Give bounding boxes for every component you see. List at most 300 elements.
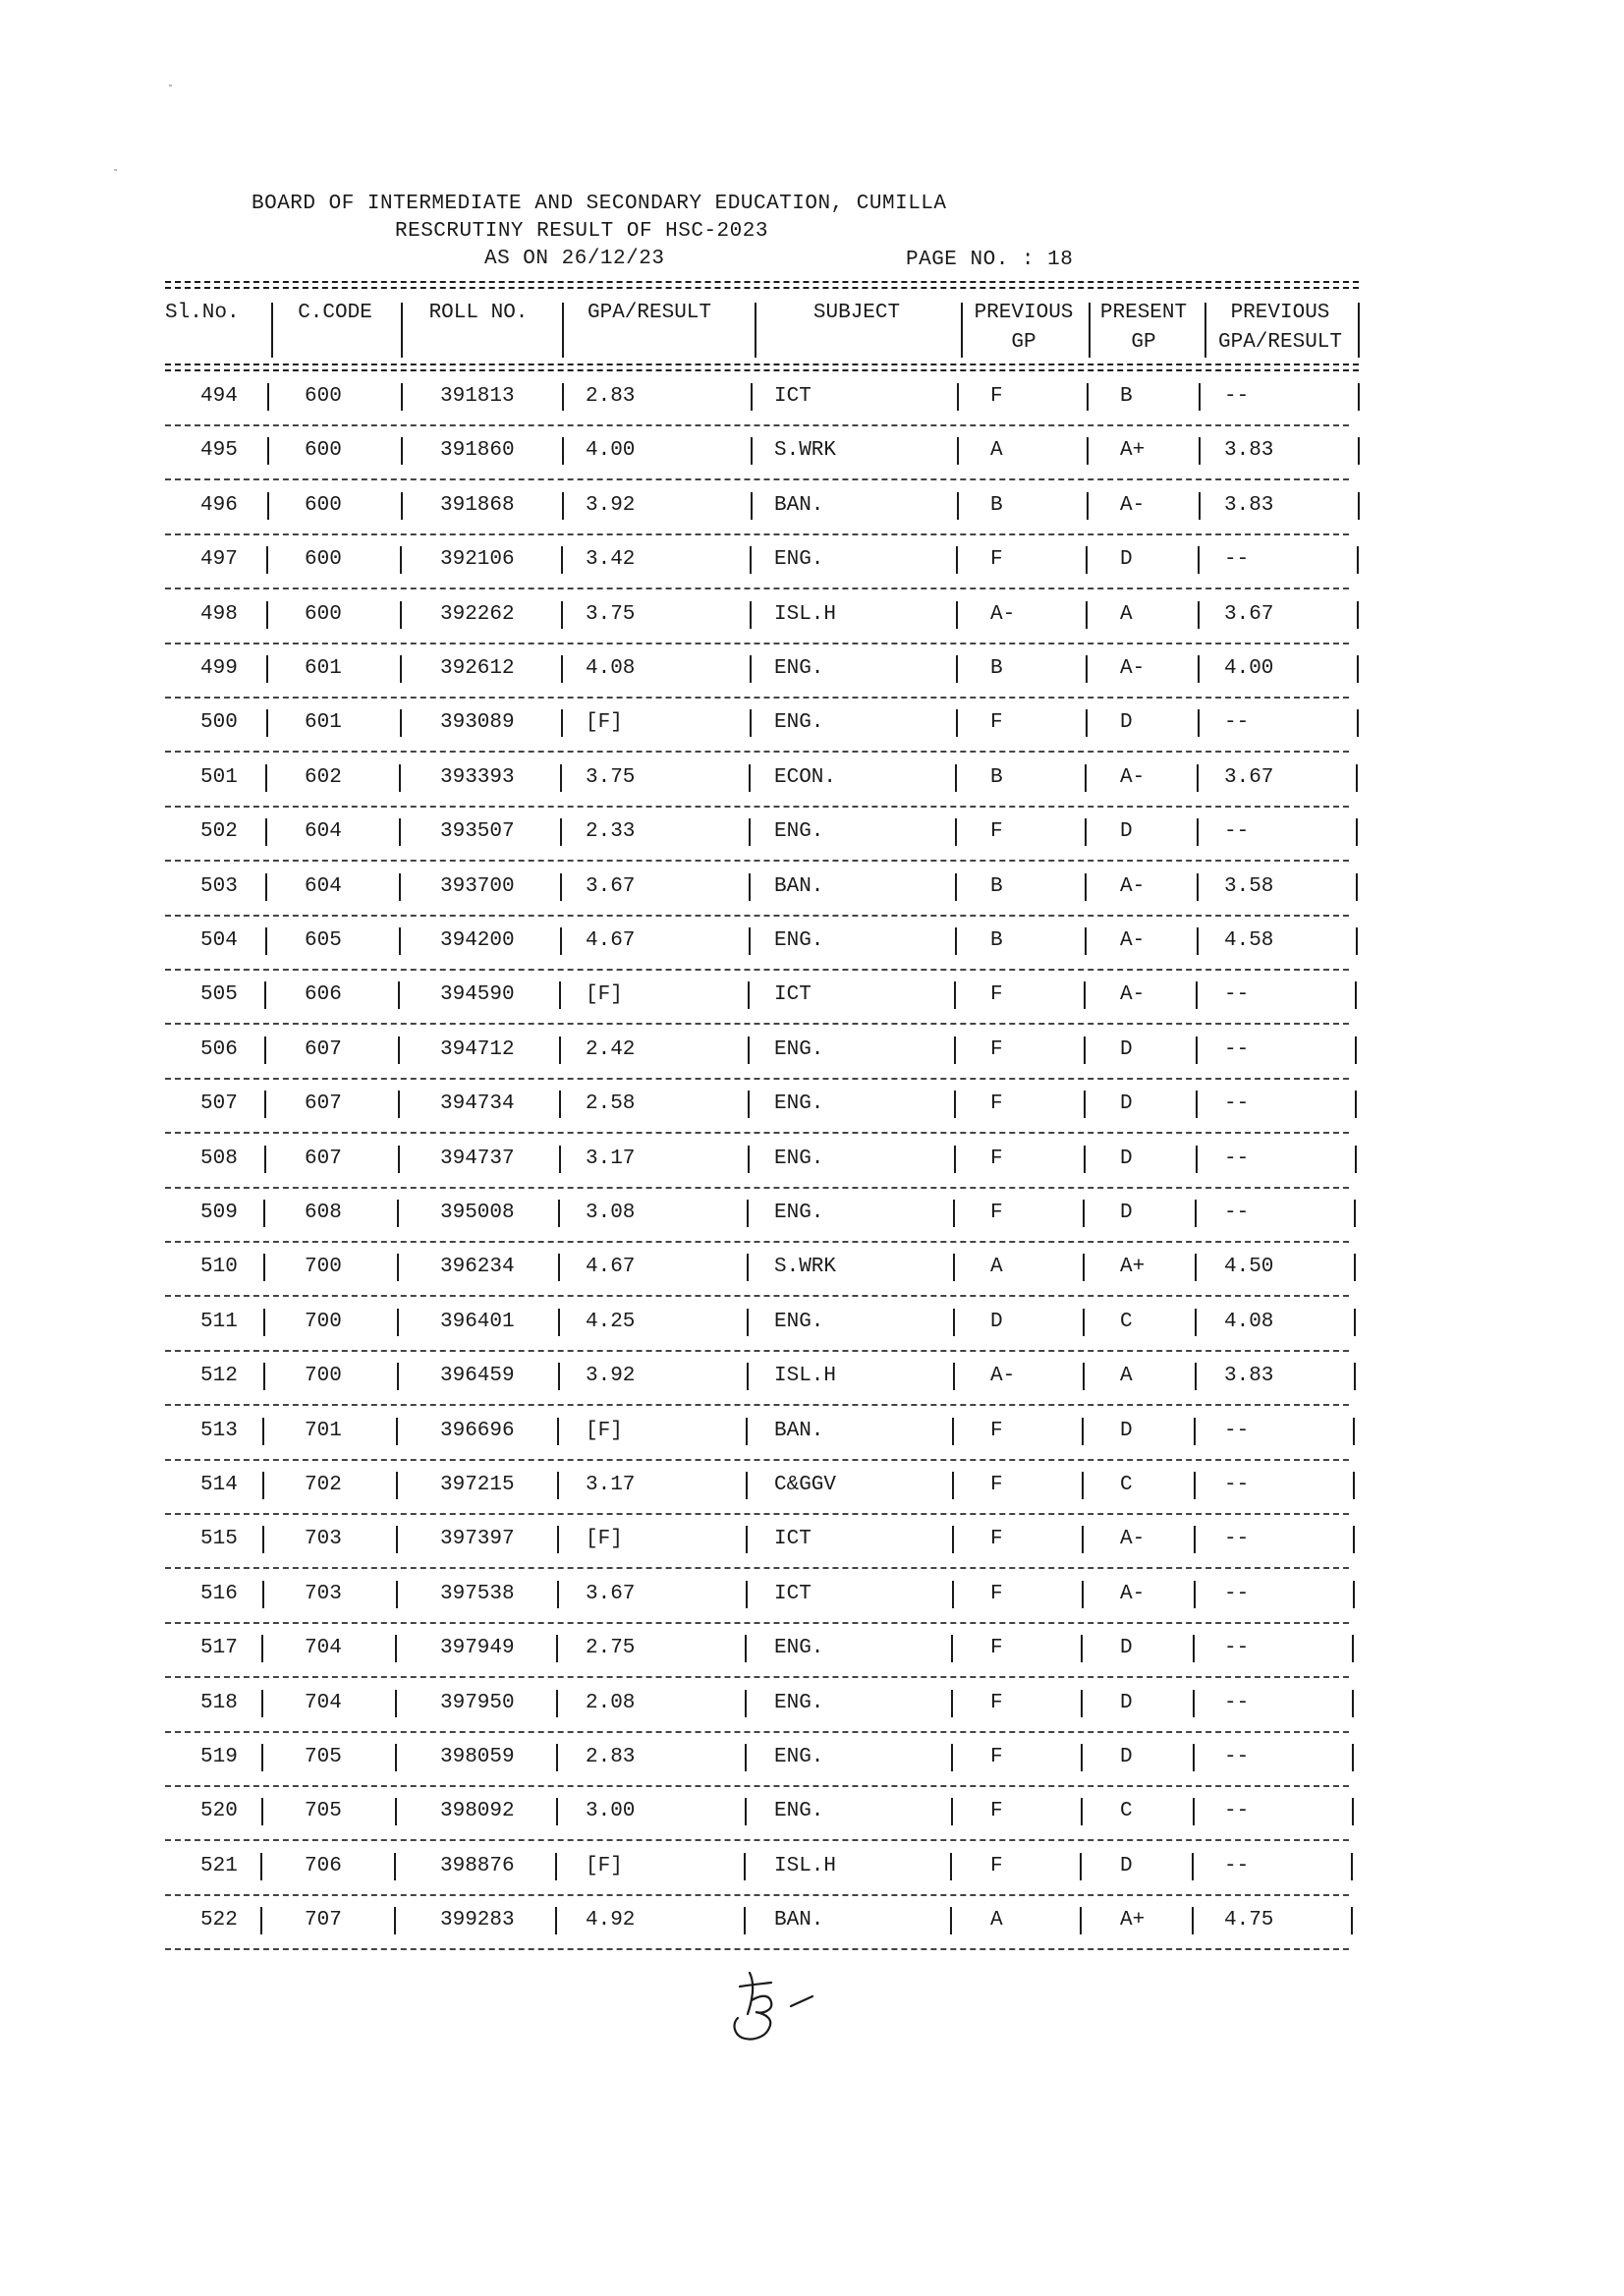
row-divider — [399, 818, 401, 846]
row-divider — [745, 1635, 747, 1662]
row-sl: 509 — [200, 1202, 238, 1224]
table-row — [165, 484, 1364, 538]
col-ccode: C.CODE — [298, 302, 372, 324]
table-row — [165, 1410, 1364, 1464]
row-sl: 504 — [200, 929, 238, 952]
row-divider — [1351, 1853, 1353, 1880]
row-present-gp: A- — [1120, 765, 1146, 789]
row-divider — [261, 1744, 263, 1771]
table-row — [165, 920, 1364, 974]
row-gpa-result: [F] — [586, 983, 623, 1007]
row-divider — [1193, 1690, 1195, 1717]
row-divider — [1196, 1146, 1198, 1173]
row-ccode: 707 — [305, 1909, 342, 1932]
row-divider — [746, 1581, 748, 1608]
row-divider — [1352, 1744, 1354, 1771]
col-previous-gpa-line2: GPA/RESULT — [1217, 331, 1343, 354]
row-divider — [395, 1690, 397, 1717]
row-gpa-result: 3.92 — [586, 493, 636, 517]
as-on-date: AS ON 26/12/23 — [484, 248, 665, 270]
row-divider — [562, 383, 564, 411]
col-previous-gp-line2: GP — [1011, 331, 1036, 354]
row-separator — [165, 697, 1349, 699]
table-row — [165, 1627, 1364, 1681]
row-gpa-result: [F] — [586, 1854, 623, 1877]
row-divider — [1081, 1690, 1083, 1717]
row-divider — [1358, 492, 1360, 520]
row-divider — [1355, 1091, 1357, 1118]
row-divider — [751, 492, 753, 520]
row-separator — [165, 1459, 1349, 1461]
row-gpa-result: 4.67 — [586, 929, 636, 952]
row-previous-gp: D — [990, 1310, 1003, 1333]
row-sl: 498 — [200, 602, 238, 626]
board-name: BOARD OF INTERMEDIATE AND SECONDARY EDUCATION, CUMILLA — [252, 193, 947, 215]
row-previous-gpa: -- — [1224, 1637, 1250, 1660]
row-divider — [749, 818, 751, 846]
row-previous-gp: F — [990, 820, 1003, 844]
row-gpa-result: 3.92 — [586, 1365, 636, 1388]
row-sl: 506 — [200, 1037, 238, 1061]
row-previous-gp: F — [990, 711, 1003, 735]
row-present-gp: A- — [1120, 493, 1146, 517]
table-row — [165, 866, 1364, 920]
row-subject: ENG. — [774, 1037, 824, 1061]
row-divider — [950, 1853, 952, 1880]
row-divider — [557, 1418, 559, 1445]
row-divider — [1352, 1635, 1354, 1662]
row-roll-no: 393393 — [440, 765, 515, 789]
row-gpa-result: 2.33 — [586, 820, 636, 844]
row-divider — [261, 1690, 263, 1717]
row-divider — [558, 1309, 560, 1336]
row-roll-no: 392106 — [440, 548, 515, 572]
row-divider — [954, 1146, 956, 1173]
row-sl: 521 — [200, 1854, 238, 1877]
row-present-gp: C — [1120, 1474, 1133, 1496]
row-divider — [750, 546, 752, 574]
row-divider — [397, 1200, 399, 1227]
row-present-gp: D — [1120, 1037, 1133, 1061]
row-gpa-result: 3.17 — [586, 1474, 636, 1496]
row-sl: 508 — [200, 1147, 238, 1170]
row-divider — [1080, 1907, 1082, 1934]
row-sl: 520 — [200, 1800, 238, 1823]
row-divider — [1356, 818, 1358, 846]
row-divider — [1084, 981, 1086, 1009]
row-separator — [165, 1187, 1349, 1189]
row-divider — [1355, 981, 1357, 1009]
row-previous-gp: A — [990, 1909, 1003, 1932]
row-previous-gp: F — [990, 1202, 1003, 1224]
row-divider — [1357, 709, 1359, 737]
row-subject: ENG. — [774, 1800, 824, 1823]
row-previous-gp: B — [990, 874, 1003, 898]
row-sl: 514 — [200, 1474, 238, 1496]
table-row — [165, 1899, 1364, 1953]
row-present-gp: A- — [1120, 1582, 1146, 1605]
row-subject: S.WRK — [774, 439, 837, 463]
row-divider — [395, 1744, 397, 1771]
row-divider — [562, 437, 564, 465]
row-previous-gp: F — [990, 1582, 1003, 1605]
row-ccode: 608 — [305, 1202, 342, 1224]
row-previous-gpa: -- — [1224, 1202, 1250, 1224]
row-separator — [165, 1622, 1349, 1624]
row-divider — [556, 1798, 558, 1825]
row-present-gp: D — [1120, 1691, 1133, 1714]
row-divider — [267, 383, 269, 411]
row-divider — [1083, 1254, 1085, 1281]
row-divider — [746, 1526, 748, 1553]
row-divider — [1355, 1146, 1357, 1173]
row-roll-no: 397950 — [440, 1691, 515, 1714]
row-divider — [1199, 492, 1201, 520]
row-present-gp: A- — [1120, 983, 1146, 1007]
row-gpa-result: 3.75 — [586, 602, 636, 626]
row-divider — [1194, 1418, 1196, 1445]
row-divider — [957, 383, 959, 411]
row-divider — [953, 1254, 955, 1281]
table-row — [165, 1355, 1364, 1409]
row-divider — [559, 981, 561, 1009]
row-divider — [395, 1798, 397, 1825]
row-divider — [1084, 1146, 1086, 1173]
table-row — [165, 974, 1364, 1028]
row-present-gp: D — [1120, 548, 1133, 572]
row-present-gp: B — [1120, 385, 1133, 408]
row-divider — [561, 601, 563, 629]
table-row — [165, 429, 1364, 483]
row-divider — [560, 818, 562, 846]
row-divider — [1196, 1091, 1198, 1118]
row-roll-no: 397949 — [440, 1637, 515, 1660]
row-subject: ICT — [774, 1528, 812, 1551]
row-roll-no: 398092 — [440, 1800, 515, 1823]
row-previous-gpa: -- — [1224, 1474, 1250, 1496]
row-divider — [954, 1036, 956, 1064]
row-present-gp: A- — [1120, 929, 1146, 952]
row-divider — [1354, 1254, 1356, 1281]
row-divider — [951, 1635, 953, 1662]
row-divider — [556, 1635, 558, 1662]
row-divider — [1084, 1091, 1086, 1118]
row-divider — [401, 492, 403, 520]
row-divider — [396, 1472, 398, 1499]
row-previous-gpa: 3.58 — [1224, 874, 1274, 898]
row-sl: 510 — [200, 1256, 238, 1279]
row-divider — [266, 546, 268, 574]
row-ccode: 601 — [305, 657, 342, 680]
row-present-gp: D — [1120, 1092, 1133, 1116]
row-previous-gpa: 4.50 — [1224, 1256, 1274, 1279]
row-divider — [266, 601, 268, 629]
row-divider — [747, 1363, 749, 1390]
row-previous-gp: A- — [990, 1365, 1016, 1388]
table-row — [165, 1573, 1364, 1627]
row-divider — [556, 1690, 558, 1717]
row-subject: BAN. — [774, 493, 824, 517]
row-divider — [1357, 601, 1359, 629]
row-separator — [165, 1078, 1349, 1080]
row-roll-no: 392612 — [440, 657, 515, 680]
row-present-gp: A+ — [1120, 439, 1146, 463]
row-previous-gpa: -- — [1224, 1147, 1250, 1170]
result-title: RESCRUTINY RESULT OF HSC-2023 — [395, 220, 768, 243]
row-gpa-result: 4.00 — [586, 439, 636, 463]
row-divider — [397, 1363, 399, 1390]
row-divider — [744, 1853, 746, 1880]
row-roll-no: 391860 — [440, 439, 515, 463]
row-divider — [399, 873, 401, 901]
col-subject: SUBJECT — [812, 302, 901, 324]
row-sl: 500 — [200, 711, 238, 735]
row-gpa-result: [F] — [586, 711, 623, 735]
row-divider — [557, 1472, 559, 1499]
row-previous-gpa: -- — [1224, 385, 1250, 408]
row-ccode: 600 — [305, 439, 342, 463]
row-sl: 517 — [200, 1637, 238, 1660]
row-divider — [1085, 764, 1087, 792]
row-previous-gp: F — [990, 1691, 1003, 1714]
row-divider — [1356, 764, 1358, 792]
row-gpa-result: 3.67 — [586, 874, 636, 898]
row-roll-no: 395008 — [440, 1202, 515, 1224]
row-roll-no: 394590 — [440, 983, 515, 1007]
row-divider — [398, 1091, 400, 1118]
row-divider — [1353, 1418, 1355, 1445]
col-roll: ROLL NO. — [428, 302, 529, 324]
row-divider — [951, 1798, 953, 1825]
row-present-gp: D — [1120, 1854, 1133, 1877]
row-divider — [560, 873, 562, 901]
row-divider — [750, 709, 752, 737]
row-divider — [1199, 383, 1201, 411]
row-separator — [165, 1948, 1349, 1950]
col-divider — [1358, 303, 1360, 358]
row-previous-gpa: 3.67 — [1224, 602, 1274, 626]
row-previous-gp: F — [990, 1746, 1003, 1768]
row-divider — [746, 1472, 748, 1499]
row-subject: S.WRK — [774, 1256, 837, 1279]
col-previous-gp — [963, 299, 1085, 362]
row-roll-no: 394737 — [440, 1147, 515, 1170]
row-previous-gp: B — [990, 929, 1003, 952]
row-gpa-result: [F] — [586, 1528, 623, 1551]
row-divider — [401, 437, 403, 465]
col-previous-gpa-line1: PREVIOUS — [1230, 302, 1330, 324]
col-divider — [562, 303, 564, 358]
row-divider — [1193, 1635, 1195, 1662]
row-divider — [558, 1363, 560, 1390]
row-subject: ENG. — [774, 1691, 824, 1714]
row-divider — [394, 1853, 396, 1880]
row-divider — [952, 1472, 954, 1499]
row-previous-gpa: -- — [1224, 1746, 1250, 1768]
row-divider — [954, 981, 956, 1009]
row-divider — [749, 873, 751, 901]
row-roll-no: 392262 — [440, 602, 515, 626]
row-roll-no: 394734 — [440, 1092, 515, 1116]
row-divider — [1192, 1853, 1194, 1880]
row-divider — [1083, 1200, 1085, 1227]
row-previous-gp: F — [990, 1419, 1003, 1442]
row-previous-gpa: -- — [1224, 1854, 1250, 1877]
table-row — [165, 375, 1364, 429]
row-divider — [398, 1036, 400, 1064]
row-roll-no: 394200 — [440, 929, 515, 952]
row-divider — [266, 655, 268, 683]
row-divider — [555, 1853, 557, 1880]
scan-speck — [169, 84, 172, 86]
table-row — [165, 1790, 1364, 1844]
row-ccode: 700 — [305, 1310, 342, 1333]
row-divider — [1087, 383, 1089, 411]
col-previous-gpa — [1206, 299, 1354, 362]
row-previous-gp: F — [990, 1037, 1003, 1061]
signature-initials — [722, 1955, 840, 2053]
row-gpa-result: 3.17 — [586, 1147, 636, 1170]
row-ccode: 605 — [305, 929, 342, 952]
row-separator — [165, 533, 1349, 535]
row-previous-gpa: 4.58 — [1224, 929, 1274, 952]
row-gpa-result: 4.92 — [586, 1909, 636, 1932]
row-subject: ENG. — [774, 1092, 824, 1116]
row-divider — [1194, 1472, 1196, 1499]
table-header — [165, 299, 1364, 362]
row-divider — [1193, 1798, 1195, 1825]
row-roll-no: 391813 — [440, 385, 515, 408]
row-divider — [264, 1091, 266, 1118]
row-previous-gp: A — [990, 1256, 1003, 1279]
row-divider — [950, 1907, 952, 1934]
row-divider — [1087, 437, 1089, 465]
row-gpa-result: 2.83 — [586, 385, 636, 408]
row-divider — [265, 927, 267, 955]
row-sl: 495 — [200, 439, 238, 463]
row-divider — [1196, 981, 1198, 1009]
row-divider — [749, 927, 751, 955]
row-present-gp: D — [1120, 1202, 1133, 1224]
row-divider — [261, 1635, 263, 1662]
row-separator — [165, 860, 1349, 862]
row-divider — [267, 492, 269, 520]
row-previous-gp: B — [990, 765, 1003, 789]
row-subject: ENG. — [774, 548, 824, 572]
row-previous-gpa: -- — [1224, 1582, 1250, 1605]
row-gpa-result: 2.42 — [586, 1037, 636, 1061]
table-row — [165, 756, 1364, 811]
row-divider — [400, 601, 402, 629]
row-divider — [559, 1146, 561, 1173]
row-divider — [399, 927, 401, 955]
row-gpa-result: 3.67 — [586, 1582, 636, 1605]
row-divider — [400, 655, 402, 683]
table-row — [165, 1845, 1364, 1899]
row-divider — [1082, 1418, 1084, 1445]
row-divider — [745, 1690, 747, 1717]
row-divider — [264, 981, 266, 1009]
row-sl: 515 — [200, 1528, 238, 1551]
row-separator — [165, 1839, 1349, 1841]
row-divider — [1355, 1036, 1357, 1064]
row-previous-gpa: -- — [1224, 548, 1250, 572]
row-roll-no: 399283 — [440, 1909, 515, 1932]
col-sl: Sl.No. — [165, 302, 240, 324]
row-divider — [267, 437, 269, 465]
row-divider — [952, 1418, 954, 1445]
row-divider — [558, 1254, 560, 1281]
row-previous-gp: F — [990, 548, 1003, 572]
row-divider — [398, 1146, 400, 1173]
row-divider — [747, 1309, 749, 1336]
row-divider — [401, 383, 403, 411]
row-divider — [956, 709, 958, 737]
row-previous-gp: B — [990, 657, 1003, 680]
row-separator — [165, 1404, 1349, 1406]
row-subject: BAN. — [774, 1419, 824, 1442]
row-divider — [558, 1200, 560, 1227]
row-separator — [165, 1295, 1349, 1297]
row-divider — [555, 1907, 557, 1934]
row-subject: ICT — [774, 1582, 812, 1605]
row-previous-gp: F — [990, 1637, 1003, 1660]
row-divider — [1083, 1309, 1085, 1336]
row-separator — [165, 1785, 1349, 1787]
row-divider — [1199, 437, 1201, 465]
row-subject: ICT — [774, 385, 812, 408]
row-roll-no: 394712 — [440, 1037, 515, 1061]
row-divider — [557, 1526, 559, 1553]
row-sl: 518 — [200, 1691, 238, 1714]
row-divider — [561, 709, 563, 737]
row-divider — [1194, 1526, 1196, 1553]
table-row — [165, 1736, 1364, 1790]
row-sl: 503 — [200, 874, 238, 898]
row-divider — [747, 1200, 749, 1227]
row-present-gp: D — [1120, 820, 1133, 844]
row-divider — [262, 1526, 264, 1553]
row-sl: 512 — [200, 1365, 238, 1388]
row-subject: ISL.H — [774, 1365, 837, 1388]
row-divider — [265, 764, 267, 792]
row-divider — [957, 492, 959, 520]
row-previous-gpa: -- — [1224, 1528, 1250, 1551]
row-subject: ENG. — [774, 1147, 824, 1170]
row-divider — [951, 1690, 953, 1717]
table-row — [165, 1518, 1364, 1572]
row-divider — [744, 1907, 746, 1934]
row-ccode: 604 — [305, 820, 342, 844]
row-subject: ISL.H — [774, 602, 837, 626]
row-divider — [1195, 1363, 1197, 1390]
row-separator — [165, 588, 1349, 589]
row-divider — [749, 764, 751, 792]
row-present-gp: D — [1120, 1419, 1133, 1442]
row-sl: 519 — [200, 1746, 238, 1768]
row-sl: 501 — [200, 765, 238, 789]
row-divider — [396, 1581, 398, 1608]
row-divider — [556, 1744, 558, 1771]
row-divider — [400, 546, 402, 574]
row-subject: BAN. — [774, 874, 824, 898]
row-separator — [165, 424, 1349, 426]
row-divider — [1193, 1744, 1195, 1771]
row-previous-gp: F — [990, 1147, 1003, 1170]
row-divider — [1081, 1635, 1083, 1662]
row-subject: ENG. — [774, 929, 824, 952]
row-ccode: 705 — [305, 1800, 342, 1823]
